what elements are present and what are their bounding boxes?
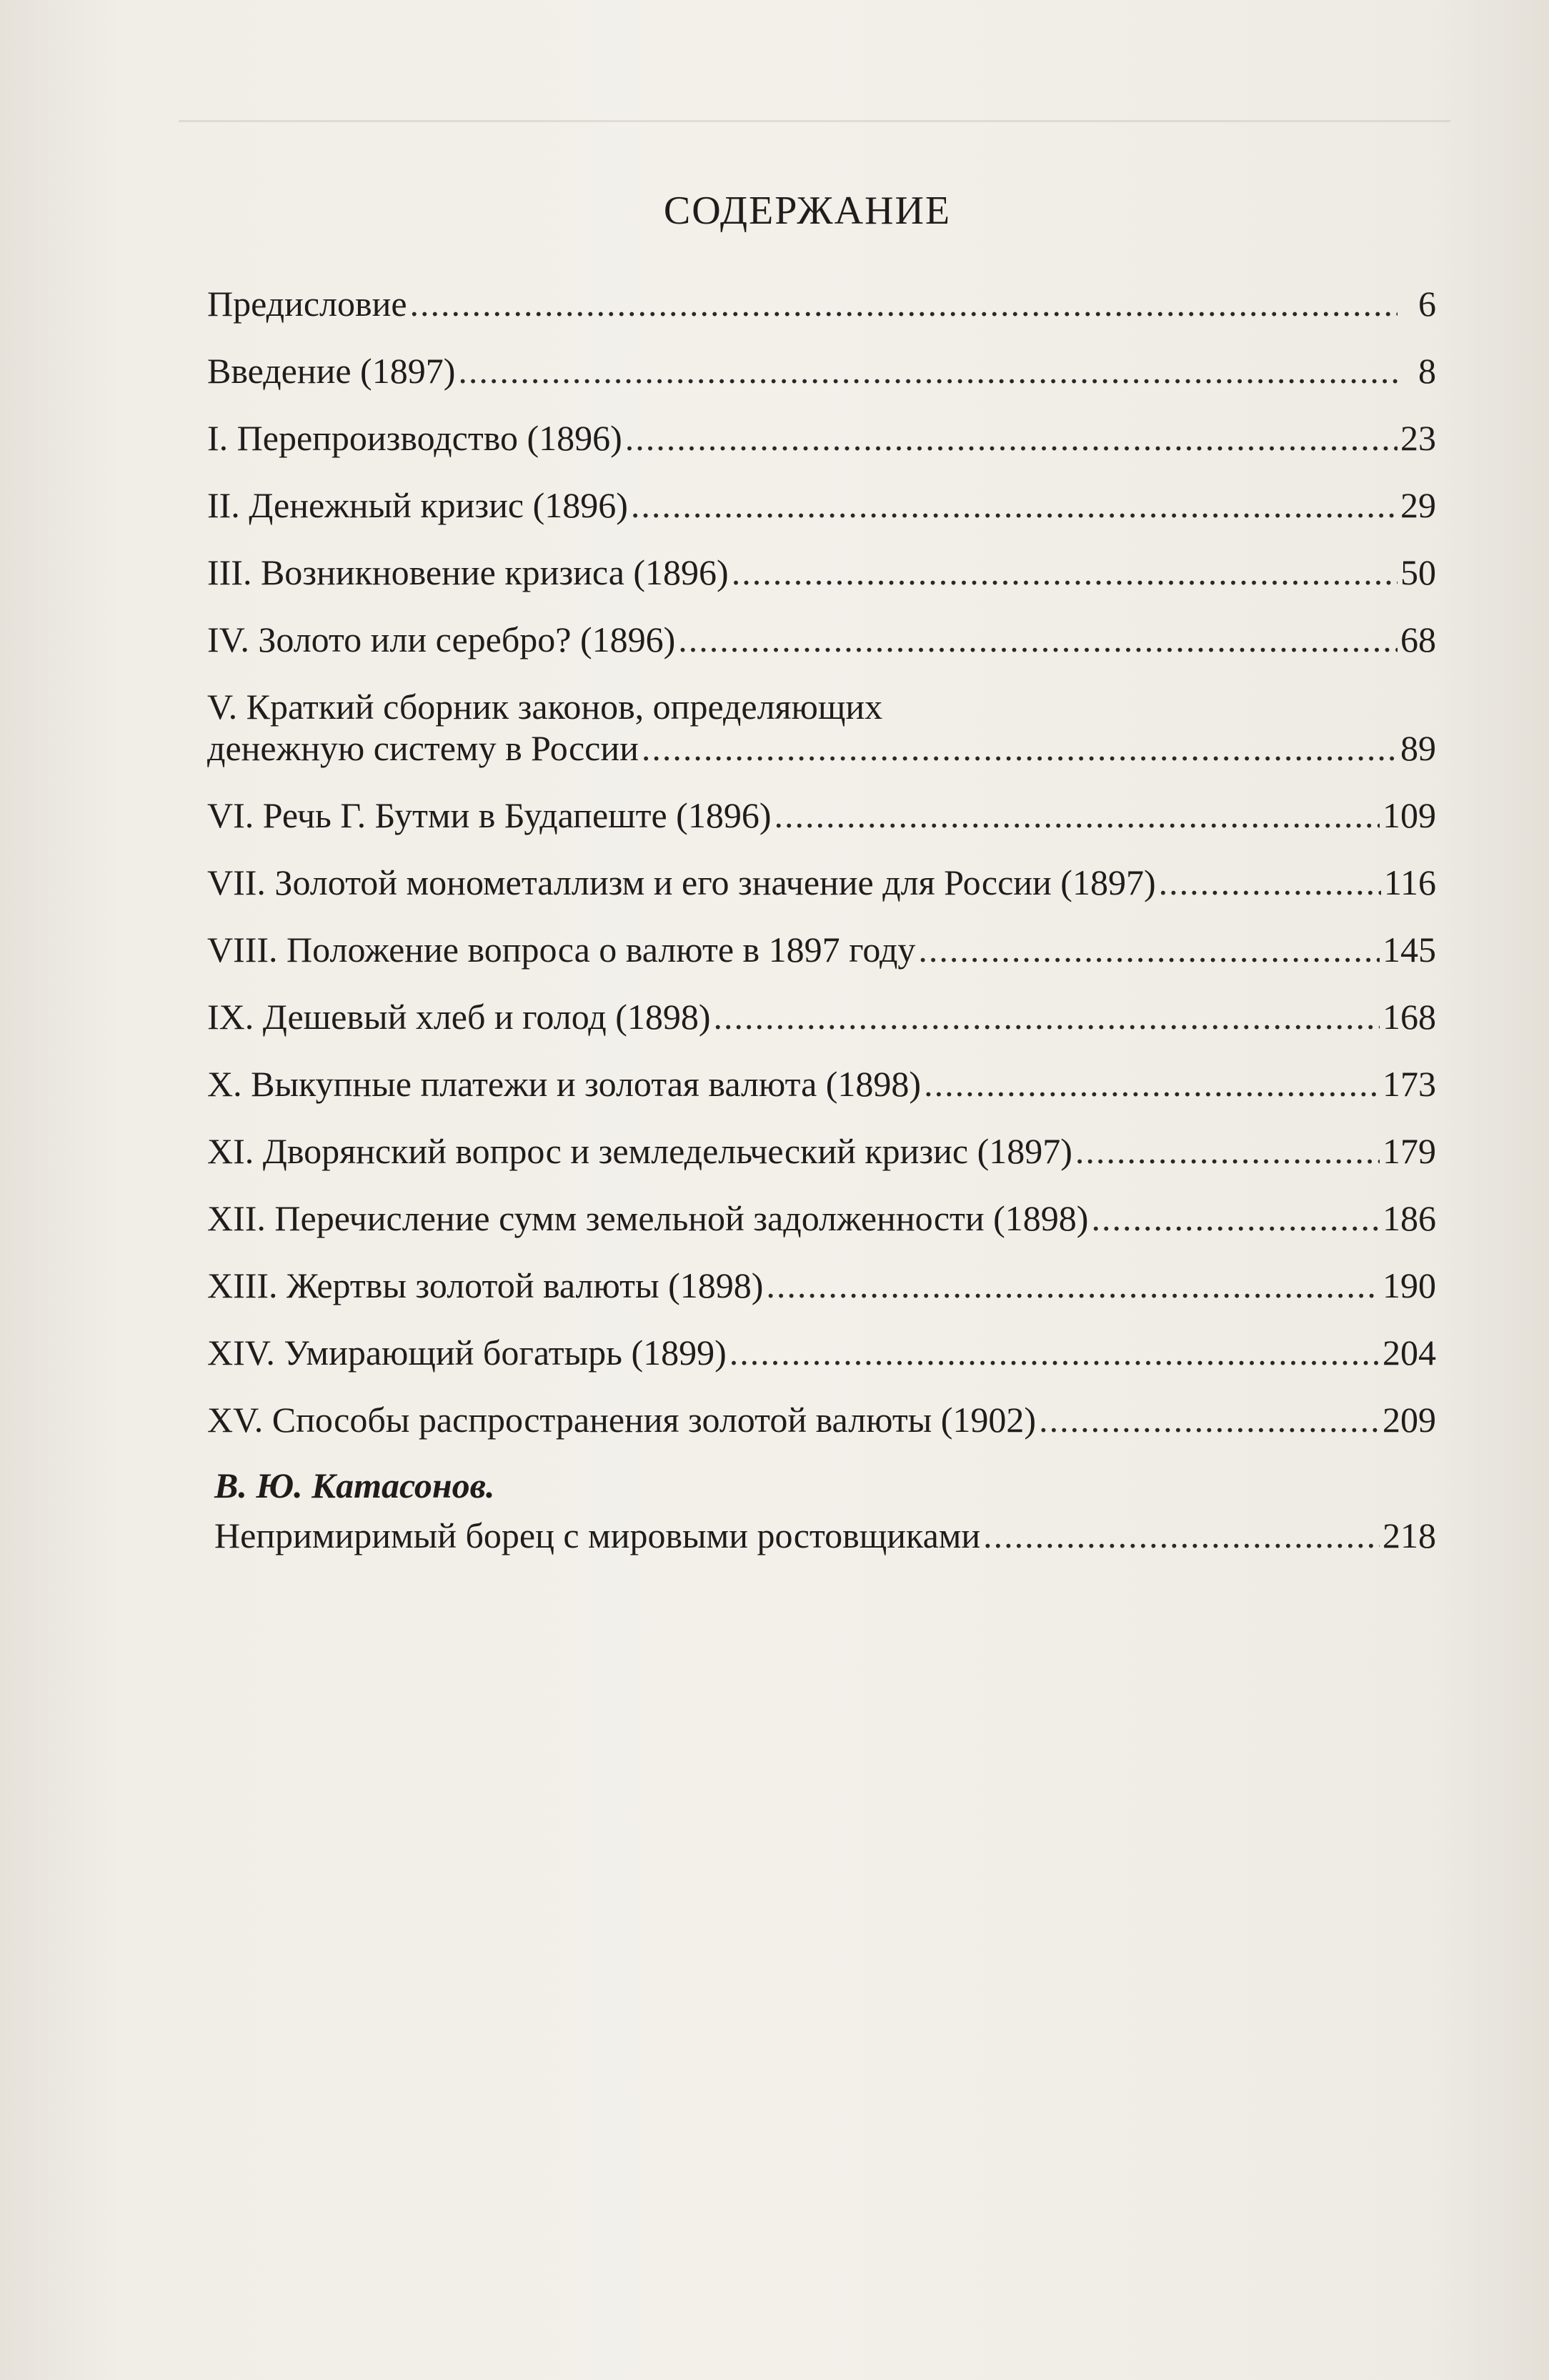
leader-dots [1091, 1198, 1380, 1239]
toc-entry-page: 186 [1383, 1198, 1436, 1238]
leader-dots [918, 929, 1380, 970]
toc-entry-title: Введение (1897) [207, 351, 456, 391]
leader-dots [642, 727, 1398, 769]
toc-entry-page: 23 [1400, 418, 1436, 458]
leader-dots [1039, 1399, 1380, 1440]
toc-entry [207, 257, 1436, 324]
leader-dots [625, 417, 1398, 459]
toc-entry [207, 1373, 1436, 1440]
toc-entry-title: I. Перепроизводство (1896) [207, 418, 622, 458]
toc-entry-title: VIII. Положение вопроса о валюте в 1897 году [207, 930, 916, 970]
toc-entry-title-line2: денежную систему в России [207, 728, 639, 768]
toc-entry [207, 526, 1436, 593]
toc-entry-title: Предисловие [207, 284, 407, 324]
leader-dots [410, 283, 1398, 324]
toc-entry-title-line1: V. Краткий сборник законов, определяющих [207, 687, 883, 727]
afterword-entry [214, 1506, 1436, 1556]
toc-entry [207, 1306, 1436, 1373]
toc-entry [207, 903, 1436, 970]
toc-entry-title: III. Возникновение кризиса (1896) [207, 552, 729, 592]
toc-entry [207, 769, 1436, 836]
toc-list [207, 257, 1436, 1440]
toc-entry-page: 8 [1418, 351, 1436, 391]
afterword-title: Непримиримый борец с мировыми ростовщиками [214, 1515, 981, 1555]
toc-entry-page: 50 [1400, 552, 1436, 592]
toc-entry [207, 1172, 1436, 1239]
toc-entry-page: 6 [1418, 284, 1436, 324]
toc-entry-title: XV. Способы распространения золотой валюты (1902) [207, 1400, 1037, 1440]
toc-entry-page: 29 [1400, 485, 1436, 525]
leader-dots [1075, 1130, 1380, 1172]
toc-heading: СОДЕРЖАНИЕ [663, 188, 952, 233]
toc-entry-title: XI. Дворянский вопрос и земледельческий кризис (1897) [207, 1131, 1072, 1171]
toc-entry-page: 168 [1383, 997, 1436, 1037]
toc-entry-page: 179 [1383, 1131, 1436, 1171]
leader-dots [774, 795, 1380, 836]
leader-dots [458, 350, 1398, 392]
toc-entry-title: XII. Перечисление сумм земельной задолженности (1898) [207, 1198, 1089, 1238]
bleed-through-rule [179, 120, 1450, 122]
toc-entry-title: IX. Дешевый хлеб и голод (1898) [207, 997, 711, 1037]
leader-dots [714, 996, 1380, 1037]
toc-entry [207, 593, 1436, 660]
toc-entry-title: II. Денежный кризис (1896) [207, 485, 628, 525]
toc-entry-title: X. Выкупные платежи и золотая валюта (1898) [207, 1064, 922, 1104]
afterword-author: В. Ю. Катасонов. [214, 1465, 495, 1505]
leader-dots [1159, 862, 1381, 903]
leader-dots [766, 1265, 1380, 1306]
toc-entry-page: 204 [1383, 1333, 1436, 1373]
leader-dots [924, 1063, 1380, 1105]
toc-entry-page: 145 [1383, 930, 1436, 970]
toc-entry [207, 836, 1436, 903]
toc-entry-title: VII. Золотой монометаллизм и его значение для России (1897) [207, 862, 1156, 902]
toc-entry-page: 116 [1383, 862, 1436, 902]
toc-entry [207, 459, 1436, 526]
toc-entry [207, 1037, 1436, 1105]
leader-dots [983, 1515, 1380, 1556]
toc-entry-title: XIV. Умирающий богатырь (1899) [207, 1333, 727, 1373]
leader-dots [631, 484, 1398, 526]
leader-dots [729, 1332, 1380, 1373]
toc-entry-title: IV. Золото или серебро? (1896) [207, 619, 676, 659]
toc-entry-page: 89 [1400, 728, 1436, 768]
toc-entry [207, 1239, 1436, 1306]
toc-entry [207, 970, 1436, 1037]
toc-entry-page: 68 [1400, 619, 1436, 659]
leader-dots [678, 619, 1398, 660]
toc-entry-page: 209 [1383, 1400, 1436, 1440]
toc-entry [207, 1105, 1436, 1172]
toc-entry-page: 109 [1383, 795, 1436, 835]
toc-entry [207, 392, 1436, 459]
leader-dots [732, 552, 1398, 593]
toc-entry [207, 660, 1436, 769]
toc-entry-title: VI. Речь Г. Бутми в Будапеште (1896) [207, 795, 772, 835]
toc-entry-page: 173 [1383, 1064, 1436, 1104]
afterword-page: 218 [1383, 1515, 1436, 1555]
toc-entry-title: XIII. Жертвы золотой валюты (1898) [207, 1265, 764, 1305]
toc-entry [207, 324, 1436, 392]
toc-entry-page: 190 [1383, 1265, 1436, 1305]
